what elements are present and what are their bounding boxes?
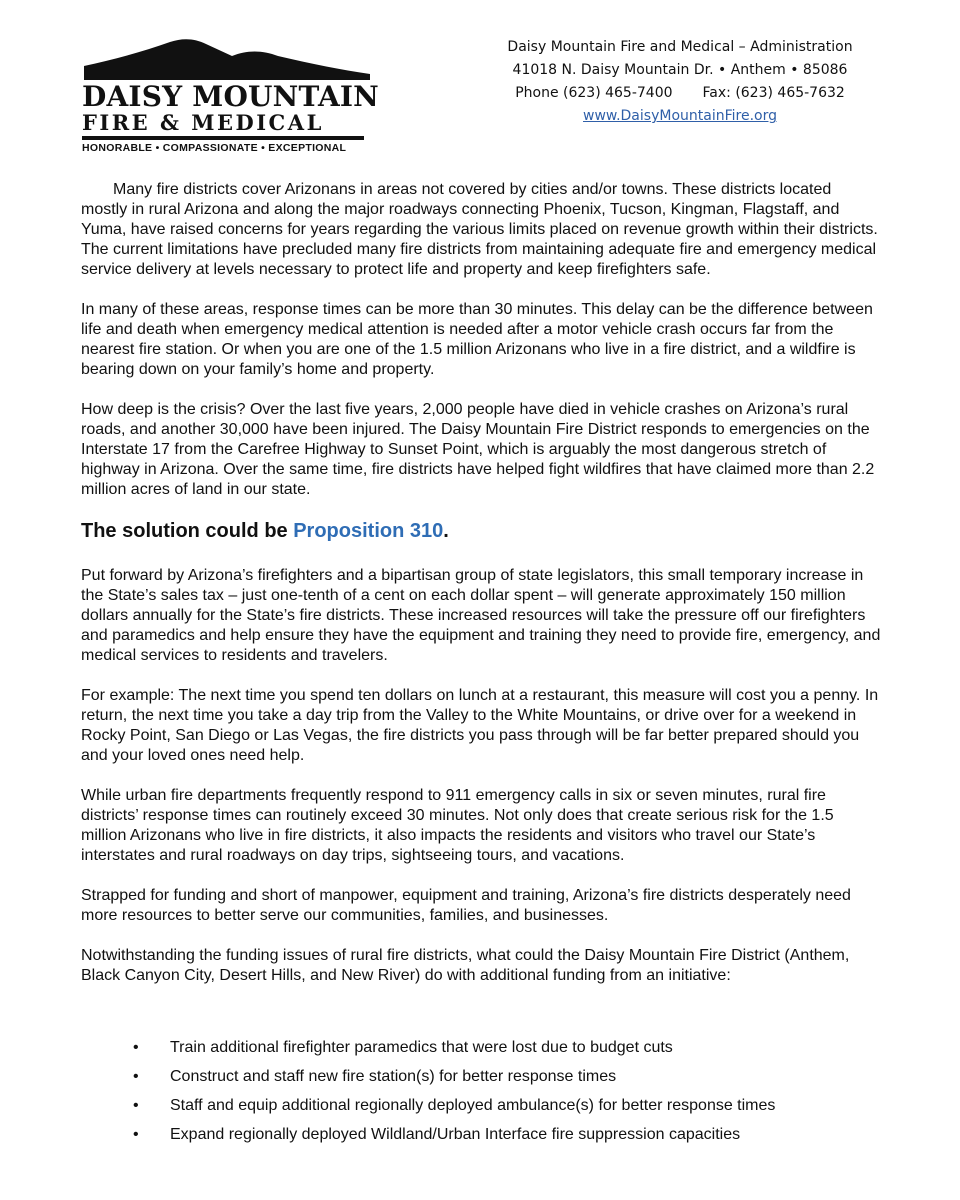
list-item-text: Staff and equip additional regionally deployed ambulance(s) for better response times (170, 1097, 776, 1114)
list-item (133, 1096, 873, 1116)
website-link[interactable]: www.DaisyMountainFire.org (583, 108, 777, 124)
funding-uses-list (133, 1038, 873, 1154)
heading-prefix: The solution could be (81, 520, 294, 542)
list-item-text: Construct and staff new fire station(s) for better response times (170, 1068, 617, 1085)
list-item (133, 1125, 873, 1145)
phone-number: Phone (623) 465-7400 (515, 85, 673, 101)
logo-name-line2: FIRE & MEDICAL (82, 110, 324, 135)
solution-heading (81, 518, 881, 544)
letter-body (81, 180, 881, 1006)
logo-tagline: HONORABLE • COMPASSIONATE • EXCEPTIONAL (82, 142, 347, 154)
contact-block (480, 36, 880, 128)
intro-paragraph-3: How deep is the crisis? Over the last five years, 2,000 people have died in vehicle crashes on Arizona’s rural roads, and another 30,000 have been injured. The Daisy Mountain Fire District responds to emergencies on the Interstate 17 from the Carefree Highway to Sunset Point, which is arguably the most dangerous stretch of highway in Arizona. Over the same time, fire districts have helped fight wildfires that have claimed more than 2.2 million acres of land in our state. (81, 401, 875, 498)
list-item (133, 1067, 873, 1087)
body-paragraph-1: Put forward by Arizona’s firefighters and a bipartisan group of state legislators, this small temporary increase in the State’s sales tax – just one-tenth of a cent on each dollar spent – will generate approximately 150 million dollars annually for the State’s fire districts. These increased resources will take the pressure off our firefighters and paramedics and help ensure they have the equipment and training they need to provide fire, emergency, and medical services to residents and travelers. (81, 567, 881, 664)
address: 41018 N. Daisy Mountain Dr. • Anthem • 85086 (512, 62, 848, 78)
body-paragraph-3: While urban fire departments frequently respond to 911 emergency calls in six or seven minutes, rural fire districts’ response times can routinely exceed 30 minutes. Not only does that create serious risk for the 1.5 million Arizonans who live in fire districts, it also impacts the residents and visitors who travel our State’s interstates and rural roadways on day trips, sightseeing tours, and vacations. (81, 787, 834, 864)
heading-suffix: . (443, 520, 449, 542)
list-item-text: Expand regionally deployed Wildland/Urban Interface fire suppression capacities (170, 1126, 741, 1143)
bullet-icon: • (133, 1039, 139, 1056)
phone-fax-line (480, 82, 880, 105)
bullet-icon: • (133, 1097, 139, 1114)
logo-divider (82, 136, 364, 140)
bullet-icon: • (133, 1068, 139, 1085)
website-line (480, 105, 880, 128)
bullet-icon: • (133, 1126, 139, 1143)
fax-number: Fax: (623) 465-7632 (702, 85, 845, 101)
logo-name-line1: DAISY MOUNTAIN (82, 80, 379, 113)
daisy-mountain-logo (82, 36, 379, 154)
org-name: Daisy Mountain Fire and Medical – Administration (507, 39, 853, 55)
proposition-310-highlight: Proposition 310 (293, 520, 444, 542)
list-item-text: Train additional firefighter paramedics that were lost due to budget cuts (170, 1039, 673, 1056)
body-paragraph-2: For example: The next time you spend ten dollars on lunch at a restaurant, this measure will cost you a penny. In return, the next time you take a day trip from the Valley to the White Mountains, or drive over for a weekend in Rocky Point, San Diego or Las Vegas, the fire districts you pass through will be far better prepared should you and your loved ones need help. (81, 687, 879, 764)
body-paragraph-5: Notwithstanding the funding issues of rural fire districts, what could the Daisy Mountain Fire District (Anthem, Black Canyon City, Desert Hills, and New River) do with additional funding from an initiative: (81, 947, 850, 984)
list-item (133, 1038, 873, 1058)
intro-paragraph-1: Many fire districts cover Arizonans in areas not covered by cities and/or towns. These districts located mostly in rural Arizona and along the major roadways connecting Phoenix, Tucson, Kingman, Flagstaff, and Yuma, have raised concerns for years regarding the various limits placed on revenue growth within their districts. The current limitations have precluded many fire districts from maintaining adequate fire and emergency medical service delivery at levels necessary to protect life and property and keep firefighters safe. (81, 181, 878, 278)
mountain-silhouette-icon (82, 36, 372, 82)
intro-paragraph-2: In many of these areas, response times can be more than 30 minutes. This delay can be the difference between life and death when emergency medical attention is needed after a motor vehicle crash occurs far from the nearest fire station. Or when you are one of the 1.5 million Arizonans who live in a fire district, and a wildfire is bearing down on your family’s home and property. (81, 301, 873, 378)
body-paragraph-4: Strapped for funding and short of manpower, equipment and training, Arizona’s fire districts desperately need more resources to better serve our communities, families, and businesses. (81, 887, 851, 924)
